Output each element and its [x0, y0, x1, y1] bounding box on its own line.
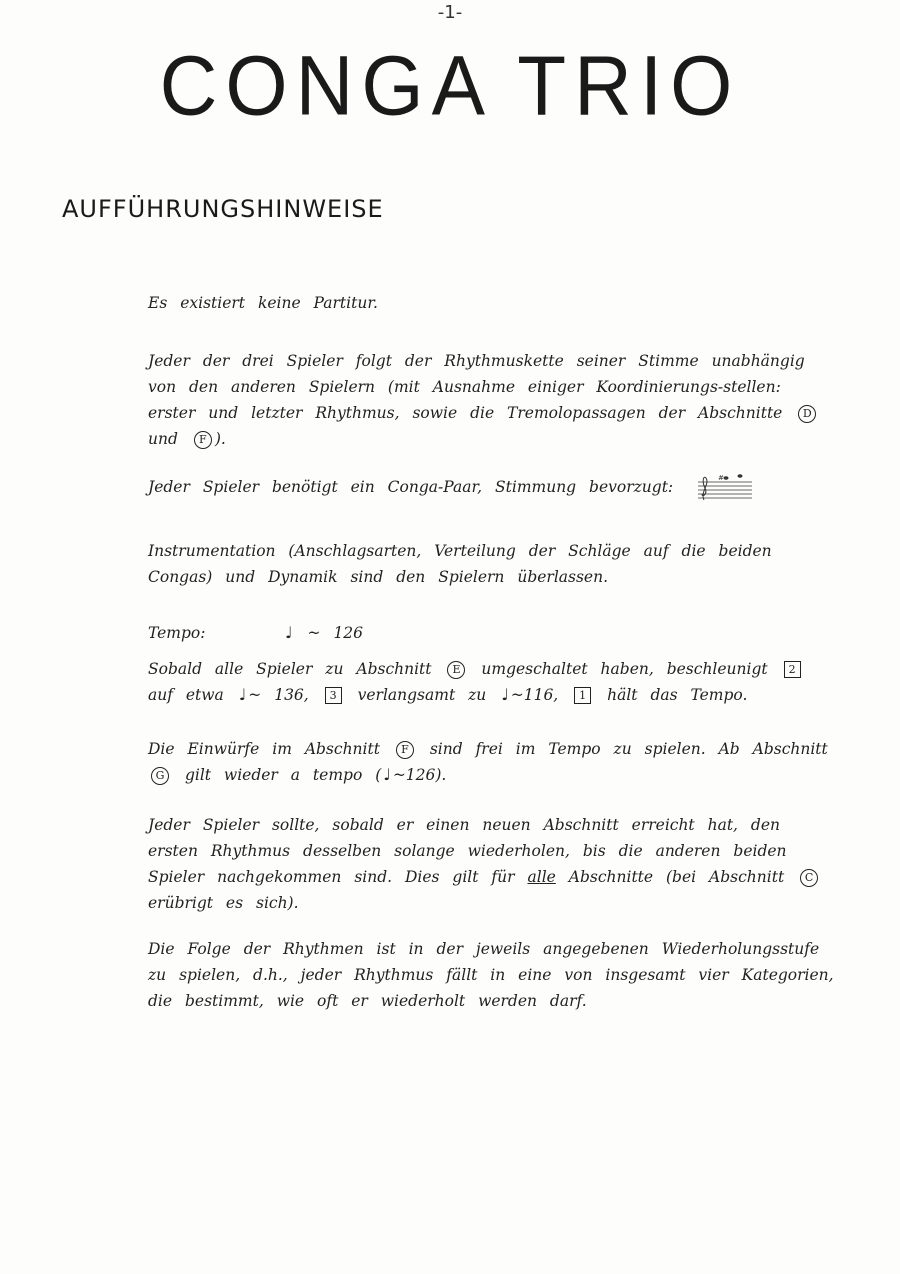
paragraph-wiederholung: [148, 812, 838, 916]
page-number: -1-: [437, 2, 463, 23]
player-box-3: 3: [325, 687, 342, 704]
tempo-value: ~126).: [392, 766, 447, 784]
tempo-value: ~ 136,: [248, 686, 309, 704]
quarter-note-icon: ♩: [285, 623, 293, 642]
section-mark-g: G: [151, 767, 169, 785]
section-mark-d: D: [798, 405, 816, 423]
tempo-value: ~ 126: [307, 624, 364, 642]
paragraph-text: hält das Tempo.: [607, 686, 748, 704]
connector-text: und: [148, 430, 178, 448]
quarter-note-icon: ♩: [383, 765, 391, 784]
section-mark-e: E: [447, 661, 465, 679]
section-heading: AUFFÜHRUNGSHINWEISE: [62, 195, 384, 223]
paragraph-text: umgeschaltet haben, beschleunigt: [481, 660, 768, 678]
tempo-value: ~116,: [510, 686, 559, 704]
paragraph-text: Abschnitte (bei Abschnitt: [568, 868, 785, 886]
player-box-1: 1: [574, 687, 591, 704]
section-mark-f: F: [396, 741, 414, 759]
paragraph-tempo-changes: [148, 656, 838, 708]
paragraph-end: ).: [214, 430, 226, 448]
quarter-note-icon: ♩: [501, 685, 509, 704]
paragraph-text: sind frei im Tempo zu spielen. Ab Abschnitt: [429, 740, 828, 758]
paragraph-einwuerfe: [148, 736, 838, 788]
section-mark-c: C: [800, 869, 818, 887]
paragraph-text: verlangsamt zu: [357, 686, 487, 704]
svg-text:#: #: [718, 474, 724, 482]
paragraph-text: Sobald alle Spieler zu Abschnitt: [148, 660, 432, 678]
tempo-line: [148, 620, 838, 646]
tempo-label: Tempo:: [148, 624, 206, 642]
paragraph-rhythmenfolge: Die Folge der Rhythmen ist in der jeweils angegebenen Wiederholungsstufe zu spielen, d.h., jeder Rhythmus fällt in eine von insgesamt vier Kategorien, die bestimmt, wie oft er wiederholt werden darf.: [148, 940, 834, 1010]
tuning-staff-icon: [696, 474, 754, 502]
paragraph-text: Jeder Spieler sollte, sobald er einen neuen Abschnitt erreicht hat, den ersten Rhythmus desselben solange wiederholen, bis die anderen beiden Spieler nachgekommen sind. Dies gilt für: [148, 816, 787, 886]
section-mark-f: F: [194, 431, 212, 449]
paragraph-text: gilt wieder a tempo (: [184, 766, 382, 784]
paragraph-text: Jeder der drei Spieler folgt der Rhythmuskette seiner Stimme unabhängig von den anderen Spielern (mit Ausnahme einiger Koordinierungs-stellen: erster und letzter Rhythmus, sowie die Tremolopassagen der Abschnitte: [148, 352, 805, 422]
paragraph-rhythmuskette: [148, 348, 838, 452]
paragraph-instrumentation: Instrumentation (Anschlagsarten, Verteilung der Schläge auf die beiden Congas) und Dynamik sind den Spielern überlassen.: [148, 542, 772, 586]
paragraph-text: auf etwa: [148, 686, 224, 704]
paragraph-stimmung: [148, 474, 838, 502]
player-box-2: 2: [784, 661, 801, 678]
paragraph-text: erübrigt es sich).: [148, 894, 299, 912]
paragraph-text: Die Einwürfe im Abschnitt: [148, 740, 380, 758]
quarter-note-icon: ♩: [238, 685, 247, 704]
page-title: CONGA TRIO: [159, 38, 741, 133]
paragraph-partitur: Es existiert keine Partitur.: [148, 294, 378, 312]
emphasis-alle: alle: [527, 868, 556, 886]
paragraph-text: Jeder Spieler benötigt ein Conga-Paar, Stimmung bevorzugt:: [148, 478, 674, 496]
